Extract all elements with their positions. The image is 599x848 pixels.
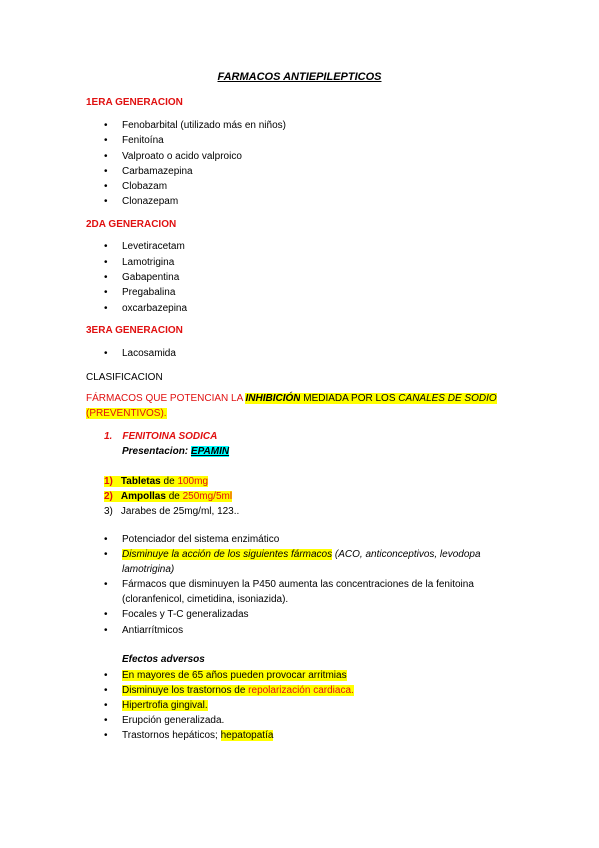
bullet-icon: •: [104, 151, 108, 162]
list-item: Levetiracetam: [122, 241, 185, 252]
list-item: Lacosamida: [122, 348, 176, 359]
adverse-text: Trastornos hepáticos;: [122, 730, 221, 741]
bullet-icon: •: [104, 685, 108, 696]
bullet-icon: •: [104, 670, 108, 681]
list-item: Clonazepam: [122, 196, 179, 207]
prop-item-continued: (cloranfenicol, cimetidina, isoniazida).: [122, 594, 289, 605]
prop-highlight: Disminuye la acción de los siguientes fármacos: [122, 549, 333, 560]
intro-text: FÁRMACOS QUE POTENCIAN LA: [86, 393, 246, 404]
bullet-icon: •: [104, 257, 108, 268]
bullet-icon: •: [104, 700, 108, 711]
prop-text: (ACO, anticonceptivos, levodopa: [332, 549, 481, 560]
bullet-icon: •: [104, 303, 108, 314]
prop-item: Potenciador del sistema enzimático: [122, 534, 280, 545]
list-item: oxcarbazepina: [122, 303, 188, 314]
drug-presentation: [122, 446, 229, 457]
drug-number: 1.: [104, 431, 113, 442]
adverse-text: Hipertrofia gingival.: [122, 700, 208, 711]
form-sep: de: [165, 491, 183, 502]
prop-item: Antiarrítmicos: [122, 625, 184, 636]
prop-item-continued: lamotrigina): [122, 564, 175, 575]
form-item: [104, 506, 239, 517]
bullet-icon: •: [104, 181, 108, 192]
adverse-text: En mayores de 65 años pueden provocar arritmias: [122, 670, 347, 681]
bullet-icon: •: [104, 625, 108, 636]
form-text: Jarabes de 25mg/ml, 123..: [120, 506, 240, 517]
form-sep: de: [160, 476, 178, 487]
intro-line2: [86, 408, 167, 419]
form-number: 1): [104, 476, 113, 487]
presentation-label: Presentacion:: [122, 446, 191, 457]
list-item: Carbamazepina: [122, 166, 193, 177]
form-number: 2): [104, 491, 113, 502]
adverse-text-highlight: hepatopatía: [220, 730, 274, 741]
adverse-item: [122, 670, 347, 681]
form-item: [104, 491, 232, 502]
bullet-icon: •: [104, 287, 108, 298]
gen2-heading: 2DA GENERACION: [86, 219, 177, 230]
list-item: Valproato o acido valproico: [122, 151, 242, 162]
prop-item: [122, 549, 481, 560]
intro-text: (PREVENTIVOS).: [86, 408, 167, 419]
intro-text: MEDIADA POR LOS: [300, 393, 399, 404]
clasificacion-label: CLASIFICACION: [86, 372, 163, 383]
bullet-icon: •: [104, 549, 108, 560]
adverse-item: [122, 730, 273, 741]
drug-name: FENITOINA SODICA: [122, 431, 218, 442]
adverse-text-red: repolarización cardiaca.: [248, 685, 354, 696]
form-number: 3): [104, 506, 113, 517]
intro-inhibicion: INHIBICIÓN: [245, 393, 301, 404]
adverse-text: Disminuye los trastornos de: [122, 685, 249, 696]
intro-canales: CANALES DE SODIO: [398, 393, 497, 404]
bullet-icon: •: [104, 135, 108, 146]
bullet-icon: •: [104, 241, 108, 252]
bullet-icon: •: [104, 196, 108, 207]
gen3-heading: 3ERA GENERACION: [86, 325, 183, 336]
list-item: Pregabalina: [122, 287, 176, 298]
bullet-icon: •: [104, 579, 108, 590]
bullet-icon: •: [104, 166, 108, 177]
adverse-item: [122, 700, 208, 711]
adverse-item: [122, 685, 354, 696]
form-label: Ampollas: [120, 491, 166, 502]
adverse-item: Erupción generalizada.: [122, 715, 225, 726]
list-item: Fenitoína: [122, 135, 164, 146]
list-item: Lamotrigina: [122, 257, 175, 268]
page-title: FARMACOS ANTIEPILEPTICOS: [217, 71, 382, 83]
form-value: 250mg/5ml: [182, 491, 233, 502]
bullet-icon: •: [104, 730, 108, 741]
prop-item: Fármacos que disminuyen la P450 aumenta las concentraciones de la fenitoina: [122, 579, 474, 590]
form-value: 100mg: [177, 476, 209, 487]
bullet-icon: •: [104, 715, 108, 726]
list-item: Gabapentina: [122, 272, 180, 283]
form-label: Tabletas: [120, 476, 161, 487]
list-item: Clobazam: [122, 181, 168, 192]
bullet-icon: •: [104, 120, 108, 131]
form-item: [104, 476, 208, 487]
presentation-value: EPAMIN: [190, 446, 230, 457]
intro-line1: [86, 393, 497, 404]
gen1-heading: 1ERA GENERACION: [86, 97, 183, 108]
bullet-icon: •: [104, 348, 108, 359]
adverse-heading: Efectos adversos: [122, 654, 205, 665]
bullet-icon: •: [104, 272, 108, 283]
list-item: Fenobarbital (utilizado más en niños): [122, 120, 286, 131]
drug-heading: [104, 431, 217, 442]
prop-item: Focales y T-C generalizadas: [122, 609, 249, 620]
bullet-icon: •: [104, 609, 108, 620]
bullet-icon: •: [104, 534, 108, 545]
